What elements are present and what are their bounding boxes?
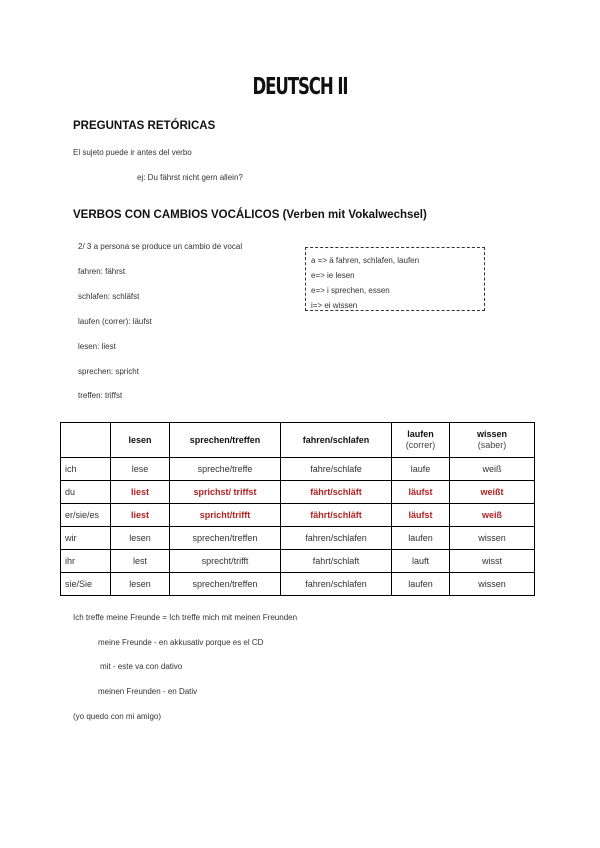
verb-cell: fahren/schlafen [281,573,392,596]
note-line: lesen: liest [78,342,116,351]
vowel-change-box [305,247,485,311]
section-heading-preguntas: PREGUNTAS RETÓRICAS [73,120,216,132]
verb-cell: spricht/trifft [170,504,281,527]
box-line: e=> i sprechen, essen [311,286,390,295]
verb-cell: laufe [392,458,450,481]
verb-cell: wisst [450,550,535,573]
verb-cell: lauft [392,550,450,573]
verb-cell: weiß [450,504,535,527]
verb-cell: sprichst/ triffst [170,481,281,504]
example-line: ej: Du fährst nicht gern allein? [137,173,243,182]
verb-cell: laufen [392,573,450,596]
header-cell-pronoun [61,423,111,458]
note-line: 2/ 3 a persona se produce un cambio de vocal [78,242,243,251]
footer-line: mit - este va con dativo [100,662,183,671]
pronoun-cell: sie/Sie [61,573,111,596]
footer-line: meinen Freunden - en Dativ [98,687,198,696]
verb-cell: sprechen/treffen [170,573,281,596]
table-row [61,573,535,596]
verb-cell: liest [111,504,170,527]
verb-cell: lesen [111,573,170,596]
verb-cell: wissen [450,573,535,596]
verb-cell: sprechen/treffen [170,527,281,550]
verb-cell: lest [111,550,170,573]
box-line: e=> ie lesen [311,271,355,280]
header-cell-wissen: wissen (saber) [450,423,535,458]
verb-cell: weißt [450,481,535,504]
verb-cell: läufst [392,504,450,527]
header-cell-sprechen-treffen: sprechen/treffen [170,423,281,458]
footer-line: (yo quedo con mi amigo) [73,712,162,721]
box-line: a => ä fahren, schlafen, laufen [311,256,420,265]
table-row [61,458,535,481]
verb-cell: lese [111,458,170,481]
verb-cell: läufst [392,481,450,504]
verb-cell: fahrt/schlaft [281,550,392,573]
verb-cell: lesen [111,527,170,550]
note-line: treffen: triffst [78,391,123,400]
page-title: DEUTSCH II [252,74,348,100]
verb-cell: weiß [450,458,535,481]
footer-line: Ich treffe meine Freunde = Ich treffe mich mit meinen Freunden [73,613,298,622]
verb-cell: fährt/schläft [281,504,392,527]
verb-cell: liest [111,481,170,504]
note-line: sprechen: spricht [78,367,139,376]
box-line: i=> ei wissen [311,301,358,310]
conjugation-table [60,422,535,596]
footer-line: meine Freunde - en akkusativ porque es el CD [98,638,264,647]
note-line: El sujeto puede ir antes del verbo [73,148,192,157]
verb-cell: fährt/schläft [281,481,392,504]
section-heading-verbos: VERBOS CON CAMBIOS VOCÁLICOS (Verben mit Vokalwechsel) [73,209,427,221]
header-cell-laufen: laufen (correr) [392,423,450,458]
pronoun-cell: er/sie/es [61,504,111,527]
header-cell-lesen: lesen [111,423,170,458]
note-line: laufen (correr): läufst [78,317,152,326]
verb-cell: fahre/schlafe [281,458,392,481]
verb-cell: sprecht/trifft [170,550,281,573]
note-line: schlafen: schläfst [78,292,140,301]
header-cell-fahren-schlafen: fahren/schlafen [281,423,392,458]
verb-cell: fahren/schlafen [281,527,392,550]
verb-cell: wissen [450,527,535,550]
table-row [61,527,535,550]
pronoun-cell: ihr [61,550,111,573]
pronoun-cell: du [61,481,111,504]
note-line: fahren: fährst [78,267,126,276]
pronoun-cell: ich [61,458,111,481]
verb-cell: spreche/treffe [170,458,281,481]
verb-cell: laufen [392,527,450,550]
table-header-row [61,423,535,458]
table-row-highlighted [61,504,535,527]
table-row [61,550,535,573]
pronoun-cell: wir [61,527,111,550]
table-row-highlighted [61,481,535,504]
